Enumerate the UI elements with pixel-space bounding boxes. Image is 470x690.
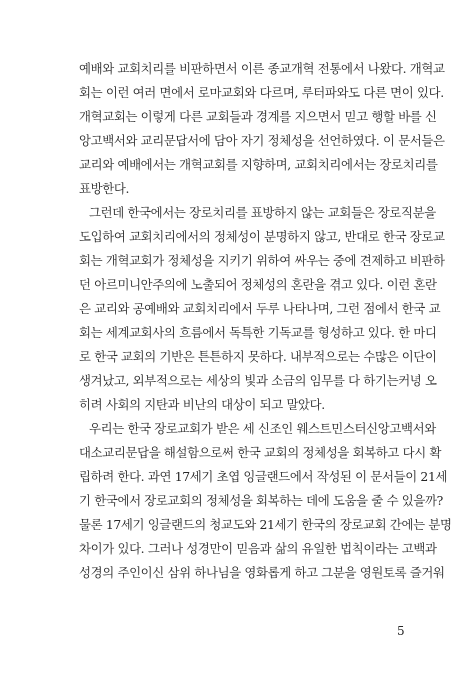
text-line: 회는 세계교회사의 흐름에서 독특한 기독교를 형성하고 있다. 한 마디	[79, 325, 437, 340]
text-line: 표방한다.	[79, 181, 130, 196]
text-line: 회는 이런 여러 면에서 로마교회와 다르며, 루터파와도 다른 면이 있다.	[79, 85, 444, 100]
text-line: 기 한국에서 장로교회의 정체성을 회복하는 데에 도움을 줄 수 있을까?	[79, 493, 443, 508]
text-line: 예배와 교회치리를 비판하면서 이른 종교개혁 전통에서 나왔다. 개혁교	[79, 61, 445, 76]
text-line: 도입하여 교회치리에서의 정체성이 분명하지 않고, 반대로 한국 장로교	[79, 229, 445, 244]
text-line: 립하려 한다. 과연 17세기 초엽 잉글랜드에서 작성된 이 문서들이 21세	[79, 469, 448, 484]
text-line: 은 교리와 공예배와 교회치리에서 두루 나타나며, 그런 점에서 한국 교	[79, 301, 441, 316]
paragraph-first-line: 그런데 한국에서는 장로치리를 표방하지 않는 교회들은 장로직분을	[89, 205, 436, 220]
text-line: 차이가 있다. 그러나 성경만이 믿음과 삶의 유일한 법칙이라는 고백과	[79, 541, 437, 556]
text-line: 로 한국 교회의 기반은 튼튼하지 못하다. 내부적으로는 수많은 이단이	[79, 349, 437, 364]
text-line: 개혁교회는 이렇게 다른 교회들과 경계를 지으면서 믿고 행할 바를 신	[79, 109, 437, 124]
text-line: 회는 개혁교회가 정체성을 지키기 위하여 싸우는 중에 견제하고 비판하	[79, 253, 445, 268]
text-line: 물론 17세기 잉글랜드의 청교도와 21세기 한국의 장로교회 간에는 분명	[79, 517, 452, 532]
page-number: 5	[397, 624, 405, 638]
text-line: 교리와 예배에서는 개혁교회를 지향하며, 교회치리에서는 장로치리를	[79, 157, 438, 172]
text-line: 히려 사회의 지탄과 비난의 대상이 되고 말았다.	[79, 397, 325, 412]
text-line: 생겨났고, 외부적으로는 세상의 빛과 소금의 임무를 다 하기는커녕 오	[79, 373, 437, 388]
paragraph-first-line: 우리는 한국 장로교회가 받은 세 신조인 웨스트민스터신앙고백서와	[89, 421, 436, 436]
text-line: 대소교리문답을 해설함으로써 한국 교회의 정체성을 회복하고 다시 확	[79, 445, 442, 460]
text-line: 성경의 주인이신 삼위 하나님을 영화롭게 하고 그분을 영원토록 즐거워	[79, 565, 445, 580]
text-line: 앙고백서와 교리문답서에 담아 자기 정체성을 선언하였다. 이 문서들은	[79, 133, 445, 148]
text-line: 던 아르미니안주의에 노출되어 정체성의 혼란을 겪고 있다. 이런 혼란	[79, 277, 437, 292]
